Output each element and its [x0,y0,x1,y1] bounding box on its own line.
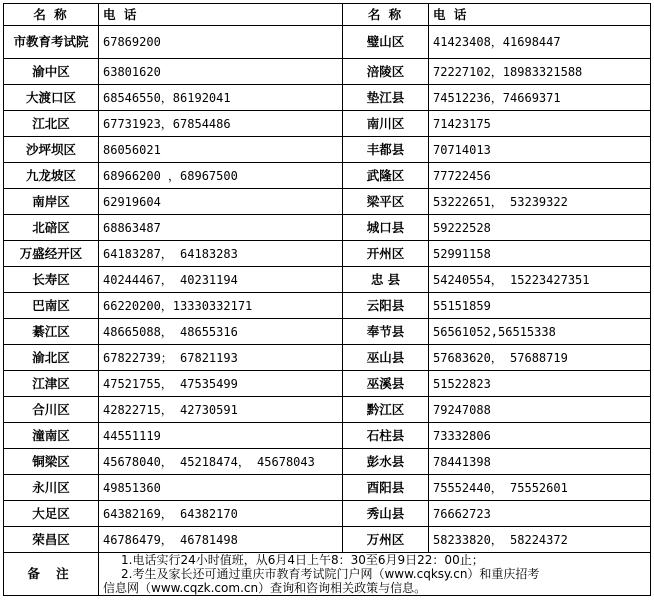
left-district-name: 沙坪坝区 [4,137,99,163]
table-row [4,163,651,189]
right-phone-number: 70714013 [429,137,651,163]
left-phone-number: 64183287， 64183283 [99,241,343,267]
left-phone-number: 62919604 [99,189,343,215]
left-phone-number: 68863487 [99,215,343,241]
right-phone-number: 58233820， 58224372 [429,527,651,553]
right-district-name: 梁平区 [343,189,429,215]
right-phone-number: 59222528 [429,215,651,241]
right-phone-number: 76662723 [429,501,651,527]
header-phone-left: 电 话 [99,4,343,26]
left-district-name: 綦江区 [4,319,99,345]
right-district-name: 武隆区 [343,163,429,189]
right-phone-number: 57683620， 57688719 [429,345,651,371]
table-row [4,189,651,215]
left-phone-number: 64382169， 64382170 [99,501,343,527]
right-phone-number: 51522823 [429,371,651,397]
left-district-name: 万盛经开区 [4,241,99,267]
left-phone-number: 67869200 [99,26,343,59]
right-phone-number: 53222651， 53239322 [429,189,651,215]
right-district-name: 奉节县 [343,319,429,345]
left-district-name: 江北区 [4,111,99,137]
table-row [4,423,651,449]
left-phone-number: 44551119 [99,423,343,449]
left-district-name: 渝中区 [4,59,99,85]
left-phone-number: 48665088， 48655316 [99,319,343,345]
right-district-name: 忠 县 [343,267,429,293]
table-row [4,26,651,59]
notes-row [4,553,651,596]
note-line-1: 1.电话实行24小时值班，从6月4日上午8：30至6月9日22：00止； [121,553,484,567]
left-district-name: 永川区 [4,475,99,501]
left-phone-number: 47521755， 47535499 [99,371,343,397]
right-district-name: 云阳县 [343,293,429,319]
left-district-name: 巴南区 [4,293,99,319]
table-row [4,527,651,553]
table-row [4,319,651,345]
table-row [4,397,651,423]
right-phone-number: 78441398 [429,449,651,475]
right-district-name: 涪陵区 [343,59,429,85]
left-district-name: 九龙坡区 [4,163,99,189]
left-phone-number: 67822739； 67821193 [99,345,343,371]
right-district-name: 城口县 [343,215,429,241]
table-row [4,345,651,371]
right-phone-number: 54240554， 15223427351 [429,267,651,293]
table-body [4,26,651,553]
left-phone-number: 40244467， 40231194 [99,267,343,293]
left-phone-number: 66220200，13330332171 [99,293,343,319]
header-name-right: 名 称 [343,4,429,26]
table-row [4,371,651,397]
notes-content [99,553,651,596]
table-row [4,111,651,137]
table-row [4,137,651,163]
right-district-name: 巫溪县 [343,371,429,397]
right-phone-number: 41423408，41698447 [429,26,651,59]
right-phone-number: 74512236，74669371 [429,85,651,111]
header-name-left: 名 称 [4,4,99,26]
left-district-name: 渝北区 [4,345,99,371]
right-phone-number: 71423175 [429,111,651,137]
right-district-name: 酉阳县 [343,475,429,501]
left-district-name: 大渡口区 [4,85,99,111]
right-phone-number: 52991158 [429,241,651,267]
left-phone-number: 67731923，67854486 [99,111,343,137]
right-phone-number: 55151859 [429,293,651,319]
left-phone-number: 45678040， 45218474， 45678043 [99,449,343,475]
right-phone-number: 73332806 [429,423,651,449]
left-phone-number: 68966200 ，68967500 [99,163,343,189]
right-phone-number: 79247088 [429,397,651,423]
note-line-2: 2.考生及家长还可通过重庆市教育考试院门户网（www.cqksy.cn）和重庆招考 [121,567,540,581]
left-district-name: 大足区 [4,501,99,527]
right-district-name: 巫山县 [343,345,429,371]
right-district-name: 南川区 [343,111,429,137]
table-row [4,241,651,267]
right-district-name: 垫江县 [343,85,429,111]
table-row [4,59,651,85]
left-phone-number: 86056021 [99,137,343,163]
right-district-name: 黔江区 [343,397,429,423]
left-phone-number: 46786479， 46781498 [99,527,343,553]
left-district-name: 铜梁区 [4,449,99,475]
table-row [4,267,651,293]
table-row [4,449,651,475]
right-phone-number: 75552440， 75552601 [429,475,651,501]
table-row [4,501,651,527]
left-district-name: 长寿区 [4,267,99,293]
notes-label: 备 注 [4,553,99,596]
table-row [4,215,651,241]
left-phone-number: 49851360 [99,475,343,501]
right-district-name: 石柱县 [343,423,429,449]
right-phone-number: 56561052,56515338 [429,319,651,345]
table-row [4,85,651,111]
left-district-name: 合川区 [4,397,99,423]
left-district-name: 潼南区 [4,423,99,449]
table-row [4,293,651,319]
right-phone-number: 72227102，18983321588 [429,59,651,85]
right-phone-number: 77722456 [429,163,651,189]
right-district-name: 璧山区 [343,26,429,59]
left-district-name: 江津区 [4,371,99,397]
right-district-name: 彭水县 [343,449,429,475]
contact-phone-table [3,3,651,596]
right-district-name: 万州区 [343,527,429,553]
note-line-3: 信息网（www.cqzk.com.cn）查询和咨询相关政策与信息。 [103,581,427,595]
right-district-name: 开州区 [343,241,429,267]
table-row [4,475,651,501]
left-district-name: 南岸区 [4,189,99,215]
header-phone-right: 电 话 [429,4,651,26]
right-district-name: 秀山县 [343,501,429,527]
left-district-name: 荣昌区 [4,527,99,553]
left-district-name: 市教育考试院 [4,26,99,59]
left-district-name: 北碚区 [4,215,99,241]
header-row [4,4,651,26]
left-phone-number: 68546550，86192041 [99,85,343,111]
left-phone-number: 42822715， 42730591 [99,397,343,423]
left-phone-number: 63801620 [99,59,343,85]
right-district-name: 丰都县 [343,137,429,163]
